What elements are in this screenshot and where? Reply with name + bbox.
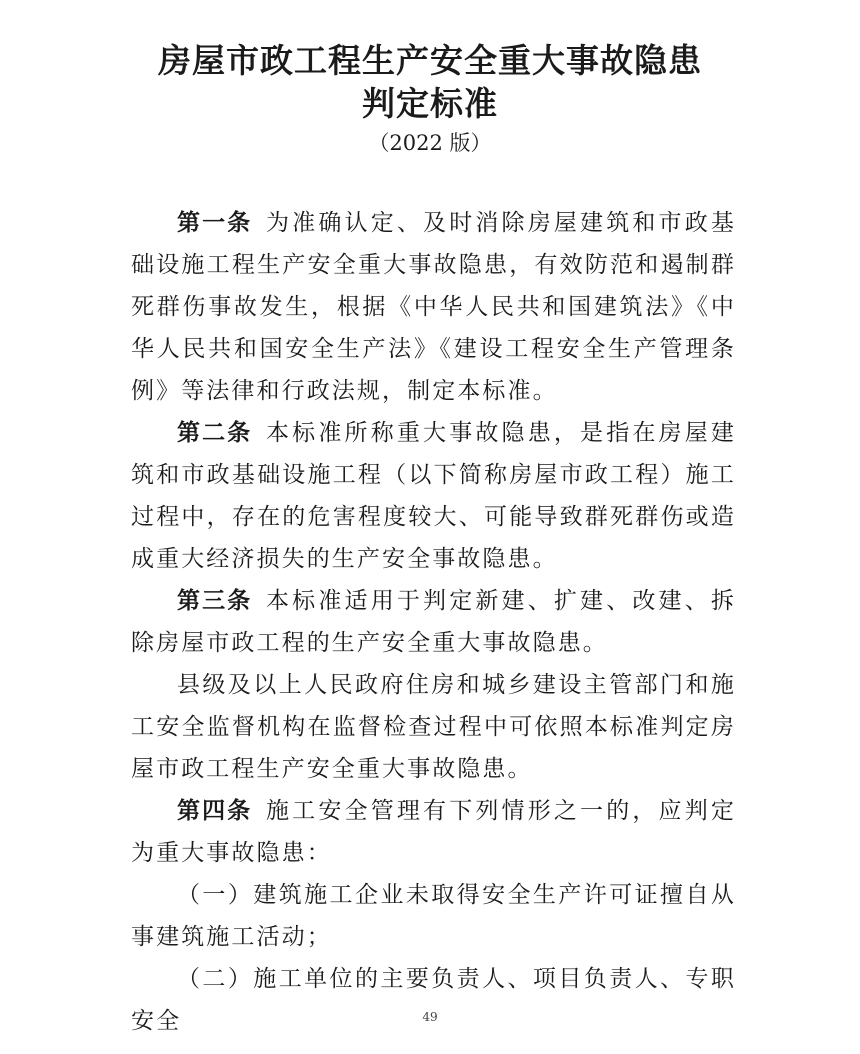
article-3 (131, 580, 736, 664)
article-label: 第三条 (177, 588, 253, 614)
article-text: 为准确认定、及时消除房屋建筑和市政基础设施工程生产安全重大事故隐患，有效防范和遏制群死群伤事故发生，根据《中华人民共和国建筑法》《中华人民共和国安全生产法》《建设工程安全生产管理条例》等法律和行政法规，制定本标准。 (131, 210, 736, 404)
page-number: 49 (422, 1010, 438, 1024)
article-text: 本标准适用于判定新建、扩建、改建、拆除房屋市政工程的生产安全重大事故隐患。 (131, 588, 736, 656)
document-title-line1: 房屋市政工程生产安全重大事故隐患 (158, 41, 702, 80)
article-label: 第二条 (177, 420, 253, 446)
edition-label: （2022 版） (368, 131, 492, 155)
article-text: 施工安全管理有下列情形之一的，应判定为重大事故隐患： (131, 798, 736, 866)
article-1 (131, 202, 736, 412)
document-title-line2: 判定标准 (362, 84, 498, 123)
article-4-item-1 (131, 874, 736, 958)
article-2 (131, 412, 736, 580)
item-text: （一）建筑施工企业未取得安全生产许可证擅自从事建筑施工活动； (131, 882, 736, 950)
article-4 (131, 790, 736, 874)
article-3-continued (131, 664, 736, 790)
article-text: 本标准所称重大事故隐患，是指在房屋建筑和市政基础设施工程（以下简称房屋市政工程）施工过程中，存在的危害程度较大、可能导致群死群伤或造成重大经济损失的生产安全事故隐患。 (131, 420, 736, 572)
article-label: 第四条 (177, 798, 253, 824)
article-4-item-2 (131, 958, 736, 1042)
article-label: 第一条 (177, 210, 253, 236)
item-text: （二）施工单位的主要负责人、项目负责人、专职安全 (131, 966, 736, 1034)
paragraph-text: 县级及以上人民政府住房和城乡建设主管部门和施工安全监督机构在监督检查过程中可依照本标准判定房屋市政工程生产安全重大事故隐患。 (131, 672, 736, 782)
document-body (131, 202, 736, 1042)
